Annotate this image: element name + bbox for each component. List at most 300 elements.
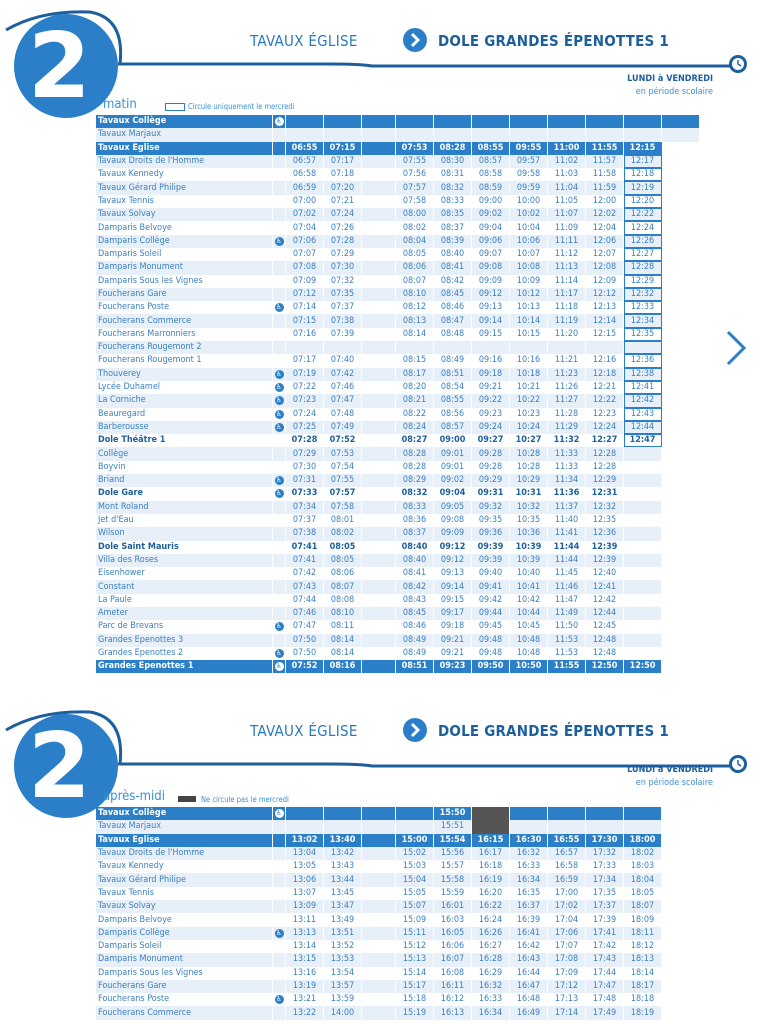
time-cell: 08:31 (434, 168, 472, 181)
time-cell: 18:03 (624, 860, 662, 873)
stop-name: Dole Théâtre 1 (96, 434, 273, 447)
time-cell: 07:02 (286, 208, 324, 221)
time-cell: 09:12 (434, 554, 472, 567)
time-cell: 08:20 (396, 381, 434, 394)
accessibility-cell (273, 567, 286, 580)
time-cell: 07:46 (286, 607, 324, 620)
spacer-cell (362, 195, 396, 208)
stop-name: Tavaux Gérard Philipe (96, 181, 273, 194)
time-cell (586, 128, 624, 141)
time-cell: 11:33 (548, 447, 586, 460)
time-cell: 11:40 (548, 514, 586, 527)
spacer-cell (362, 834, 396, 847)
table-row (96, 1006, 662, 1019)
time-cell: 15:00 (396, 834, 434, 847)
stop-name: Thouverey (96, 368, 273, 381)
time-cell: 18:17 (624, 980, 662, 993)
time-cell: 10:31 (510, 487, 548, 500)
time-cell: 07:40 (324, 354, 362, 367)
time-cell: 10:13 (510, 301, 548, 314)
service-days: LUNDI à VENDREDI (627, 74, 713, 84)
table-row (96, 847, 662, 860)
time-cell: 16:33 (472, 993, 510, 1006)
time-cell: 11:21 (548, 354, 586, 367)
time-cell: 07:38 (286, 527, 324, 540)
time-cell: 14:00 (324, 1006, 362, 1019)
time-cell: 10:16 (510, 354, 548, 367)
table-row (96, 314, 700, 327)
table-row (96, 301, 700, 314)
accessibility-cell (273, 501, 286, 514)
time-cell: 13:43 (324, 860, 362, 873)
table-row (96, 354, 700, 367)
time-cell: 15:11 (396, 927, 434, 940)
stop-name: Foucherans Gare (96, 980, 273, 993)
spacer-cell (362, 860, 396, 873)
table-row (96, 368, 700, 381)
time-cell: 16:27 (472, 940, 510, 953)
time-cell: 16:42 (510, 940, 548, 953)
stop-name: La Corniche (96, 394, 273, 407)
time-cell: 16:47 (510, 980, 548, 993)
time-cell: 12:22 (624, 208, 662, 221)
time-cell: 11:53 (548, 634, 586, 647)
spacer-cell (362, 434, 396, 447)
table-row (96, 195, 700, 208)
accessibility-cell (273, 208, 286, 221)
time-cell: 11:58 (586, 168, 624, 181)
accessibility-cell (273, 128, 286, 141)
stop-name: Foucherans Commerce (96, 1006, 273, 1019)
spacer-cell (362, 913, 396, 926)
time-cell: 10:02 (510, 208, 548, 221)
time-cell: 08:42 (434, 275, 472, 288)
time-cell: 13:02 (286, 834, 324, 847)
service-period: en période scolaire (635, 87, 713, 97)
time-cell: 09:29 (472, 474, 510, 487)
time-cell: 18:02 (624, 847, 662, 860)
time-cell: 09:14 (434, 580, 472, 593)
stop-name: Damparis Monument (96, 261, 273, 274)
time-cell: 12:18 (624, 168, 662, 181)
table-row (96, 115, 700, 128)
time-cell: 08:28 (396, 447, 434, 460)
time-cell: 09:59 (510, 181, 548, 194)
time-cell: 12:50 (586, 660, 624, 673)
time-cell: 17:07 (548, 940, 586, 953)
time-cell: 16:22 (472, 900, 510, 913)
spacer-cell (362, 514, 396, 527)
time-cell (624, 128, 662, 141)
time-cell (286, 807, 324, 820)
time-cell: 07:16 (286, 328, 324, 341)
time-cell: 16:24 (472, 913, 510, 926)
time-cell: 07:50 (286, 634, 324, 647)
chevron-right-icon[interactable] (722, 328, 752, 368)
time-cell: 12:50 (624, 660, 662, 673)
time-cell: 08:06 (396, 261, 434, 274)
time-cell: 07:24 (324, 208, 362, 221)
time-cell: 17:00 (548, 887, 586, 900)
table-row (96, 541, 700, 554)
time-cell: 07:09 (286, 275, 324, 288)
time-cell: 13:52 (324, 940, 362, 953)
time-cell: 08:07 (396, 275, 434, 288)
time-cell: 10:35 (510, 514, 548, 527)
accessibility-cell (273, 248, 286, 261)
time-cell: 18:13 (624, 953, 662, 966)
table-row (96, 128, 700, 141)
time-cell: 12:41 (586, 580, 624, 593)
time-cell: 08:14 (396, 328, 434, 341)
time-cell: 08:58 (472, 168, 510, 181)
time-cell (510, 128, 548, 141)
time-cell: 18:18 (624, 993, 662, 1006)
time-cell: 13:53 (324, 953, 362, 966)
time-cell: 11:29 (548, 421, 586, 434)
time-cell: 07:18 (324, 168, 362, 181)
time-cell: 16:29 (472, 967, 510, 980)
stop-name: Damparis Belvoye (96, 913, 273, 926)
time-cell: 12:42 (624, 394, 662, 407)
stop-name: Tavaux Marjaux (96, 128, 273, 141)
time-cell: 11:36 (548, 487, 586, 500)
time-cell: 07:26 (324, 221, 362, 234)
time-cell (548, 807, 586, 820)
accessibility-cell (273, 620, 286, 633)
time-cell: 09:06 (472, 235, 510, 248)
wheelchair-icon: ♿ (276, 236, 282, 245)
table-row (96, 660, 700, 673)
spacer-cell (362, 620, 396, 633)
time-cell: 17:30 (586, 834, 624, 847)
accessibility-cell (273, 195, 286, 208)
time-cell: 10:22 (510, 394, 548, 407)
spacer-cell (362, 594, 396, 607)
accessibility-cell (273, 860, 286, 873)
stop-name: Damparis Belvoye (96, 221, 273, 234)
stop-name: Damparis Monument (96, 953, 273, 966)
spacer-cell (362, 288, 396, 301)
stop-name: Tavaux Tennis (96, 195, 273, 208)
time-cell: 18:19 (624, 1006, 662, 1019)
time-cell: 17:02 (548, 900, 586, 913)
time-cell: 11:49 (548, 607, 586, 620)
time-cell: 10:41 (510, 580, 548, 593)
time-cell (396, 115, 434, 128)
time-cell: 15:50 (434, 807, 472, 820)
spacer-cell (362, 1006, 396, 1019)
time-cell: 11:34 (548, 474, 586, 487)
time-cell: 12:26 (624, 235, 662, 248)
time-cell: 08:42 (396, 580, 434, 593)
accessibility-cell (273, 647, 286, 660)
time-cell: 12:21 (586, 381, 624, 394)
time-cell: 16:26 (472, 927, 510, 940)
time-cell: 12:44 (586, 607, 624, 620)
time-cell: 09:44 (472, 607, 510, 620)
stop-name: Damparis Collège (96, 235, 273, 248)
table-row (96, 341, 700, 354)
wheelchair-icon: ♿ (276, 369, 282, 378)
time-cell: 08:06 (324, 567, 362, 580)
time-cell: 08:28 (396, 461, 434, 474)
time-cell: 15:02 (396, 847, 434, 860)
time-cell: 12:48 (586, 647, 624, 660)
table-row (96, 873, 662, 886)
time-cell: 10:00 (510, 195, 548, 208)
stop-name: Mont Roland (96, 501, 273, 514)
time-cell: 09:55 (510, 142, 548, 155)
time-cell: 17:44 (586, 967, 624, 980)
spacer-cell (362, 394, 396, 407)
time-cell: 08:10 (324, 607, 362, 620)
afternoon-section (0, 700, 768, 1024)
accessibility-cell (273, 541, 286, 554)
stop-name: Foucherans Rougemont 1 (96, 354, 273, 367)
legend-text-afternoon: Ne circule pas le mercredi (201, 795, 289, 804)
time-cell: 18:11 (624, 927, 662, 940)
time-cell: 07:08 (286, 261, 324, 274)
accessibility-cell (273, 474, 286, 487)
time-cell: 12:41 (624, 381, 662, 394)
time-cell: 07:37 (286, 514, 324, 527)
time-cell: 10:50 (510, 660, 548, 673)
time-cell: 10:15 (510, 328, 548, 341)
time-cell (662, 115, 700, 128)
time-cell: 16:11 (434, 980, 472, 993)
stop-name: Dole Gare (96, 487, 273, 500)
time-cell: 18:00 (624, 834, 662, 847)
accessibility-cell (273, 235, 286, 248)
spacer-cell (362, 248, 396, 261)
time-cell (472, 341, 510, 354)
accessibility-cell (273, 275, 286, 288)
stop-name: Grandes Epenottes 2 (96, 647, 273, 660)
table-row (96, 993, 662, 1006)
time-cell: 08:17 (396, 368, 434, 381)
stop-name: Eisenhower (96, 567, 273, 580)
time-cell: 13:14 (286, 940, 324, 953)
time-cell (586, 807, 624, 820)
time-cell (324, 115, 362, 128)
accessibility-cell (273, 301, 286, 314)
time-cell: 15:14 (396, 967, 434, 980)
time-cell: 09:01 (434, 461, 472, 474)
time-cell (510, 820, 548, 833)
time-cell: 11:14 (548, 275, 586, 288)
time-cell: 17:33 (586, 860, 624, 873)
time-cell: 09:04 (434, 487, 472, 500)
time-cell: 12:35 (624, 328, 662, 341)
wheelchair-icon: ♿ (276, 476, 282, 485)
time-cell (624, 447, 662, 460)
time-cell: 16:57 (548, 847, 586, 860)
time-cell: 15:58 (434, 873, 472, 886)
time-cell: 12:07 (586, 248, 624, 261)
time-cell: 08:02 (324, 527, 362, 540)
time-cell: 17:39 (586, 913, 624, 926)
time-cell: 08:51 (396, 660, 434, 673)
spacer-cell (362, 567, 396, 580)
spacer-cell (362, 155, 396, 168)
accessibility-cell (273, 408, 286, 421)
time-cell: 16:44 (510, 967, 548, 980)
time-cell (434, 128, 472, 141)
table-row (96, 927, 662, 940)
time-cell: 09:17 (434, 607, 472, 620)
accessibility-cell (273, 354, 286, 367)
time-cell: 12:24 (586, 421, 624, 434)
stop-name: Damparis Sous les Vignes (96, 275, 273, 288)
table-row (96, 514, 700, 527)
time-cell: 17:35 (586, 887, 624, 900)
time-cell: 07:14 (286, 301, 324, 314)
stop-name: Collège (96, 447, 273, 460)
time-cell: 12:24 (624, 221, 662, 234)
time-cell: 08:36 (396, 514, 434, 527)
time-cell: 17:49 (586, 1006, 624, 1019)
time-cell: 08:05 (396, 248, 434, 261)
time-cell: 08:01 (324, 514, 362, 527)
time-cell: 09:35 (472, 514, 510, 527)
accessibility-cell (273, 580, 286, 593)
time-cell: 10:04 (510, 221, 548, 234)
spacer-cell (362, 221, 396, 234)
time-cell: 12:04 (586, 221, 624, 234)
time-cell (434, 115, 472, 128)
time-cell: 12:28 (624, 261, 662, 274)
time-cell: 13:44 (324, 873, 362, 886)
stop-name: Foucherans Poste (96, 993, 273, 1006)
table-row (96, 820, 662, 833)
time-cell (624, 820, 662, 833)
time-cell: 16:01 (434, 900, 472, 913)
direction-arrow-icon (403, 28, 427, 52)
time-cell: 11:45 (548, 567, 586, 580)
time-cell (396, 341, 434, 354)
time-cell (624, 567, 662, 580)
time-cell: 07:17 (286, 354, 324, 367)
time-cell: 10:27 (510, 434, 548, 447)
accessibility-cell (273, 115, 286, 128)
time-cell: 12:45 (586, 620, 624, 633)
accessibility-cell (273, 993, 286, 1006)
time-cell: 08:39 (434, 235, 472, 248)
time-cell: 09:22 (472, 394, 510, 407)
time-cell: 16:35 (510, 887, 548, 900)
time-cell: 09:41 (472, 580, 510, 593)
time-cell: 10:39 (510, 554, 548, 567)
time-cell: 12:39 (586, 541, 624, 554)
time-cell: 11:44 (548, 541, 586, 554)
time-cell: 12:47 (624, 434, 662, 447)
time-cell: 09:14 (472, 314, 510, 327)
stop-name: Damparis Sous les Vignes (96, 967, 273, 980)
time-cell: 09:27 (472, 434, 510, 447)
time-cell: 16:43 (510, 953, 548, 966)
time-cell (624, 541, 662, 554)
time-cell: 18:04 (624, 873, 662, 886)
time-cell: 09:31 (472, 487, 510, 500)
time-cell: 07:29 (286, 447, 324, 460)
time-cell: 09:12 (434, 541, 472, 554)
accessibility-cell (273, 594, 286, 607)
time-cell: 12:16 (586, 354, 624, 367)
wheelchair-icon: ♿ (276, 409, 282, 418)
spacer-cell (362, 634, 396, 647)
time-cell: 08:04 (396, 235, 434, 248)
accessibility-cell (273, 421, 286, 434)
time-cell: 07:53 (324, 447, 362, 460)
time-cell: 07:35 (324, 288, 362, 301)
time-cell (472, 128, 510, 141)
time-cell: 08:55 (434, 394, 472, 407)
time-cell: 12:28 (586, 461, 624, 474)
stop-name: Tavaux Tennis (96, 887, 273, 900)
time-cell: 16:34 (472, 1006, 510, 1019)
time-cell: 08:13 (396, 314, 434, 327)
time-cell: 10:12 (510, 288, 548, 301)
time-cell: 12:17 (624, 155, 662, 168)
spacer-cell (362, 354, 396, 367)
time-cell: 12:02 (586, 208, 624, 221)
accessibility-cell (273, 634, 286, 647)
destination-stop: DOLE GRANDES ÉPENOTTES 1 (438, 722, 669, 740)
time-cell: 10:45 (510, 620, 548, 633)
table-row (96, 155, 700, 168)
time-cell: 11:20 (548, 328, 586, 341)
time-cell: 15:05 (396, 887, 434, 900)
spacer-cell (362, 967, 396, 980)
accessibility-cell (273, 368, 286, 381)
time-cell (586, 341, 624, 354)
time-cell: 18:14 (624, 967, 662, 980)
stop-name: Tavaux Collège (96, 115, 273, 128)
table-row (96, 248, 700, 261)
time-cell: 11:57 (586, 155, 624, 168)
spacer-cell (362, 368, 396, 381)
time-cell: 07:38 (324, 314, 362, 327)
time-cell: 09:05 (434, 501, 472, 514)
time-cell: 09:13 (434, 567, 472, 580)
time-cell: 16:07 (434, 953, 472, 966)
stop-name: Villa des Roses (96, 554, 273, 567)
wheelchair-icon: ♿ (276, 383, 282, 392)
table-row (96, 181, 700, 194)
spacer-cell (362, 142, 396, 155)
time-cell: 15:59 (434, 887, 472, 900)
time-cell: 18:12 (624, 940, 662, 953)
stop-name: Damparis Soleil (96, 940, 273, 953)
time-cell: 13:47 (324, 900, 362, 913)
time-cell: 11:46 (548, 580, 586, 593)
stop-name: Damparis Soleil (96, 248, 273, 261)
time-cell (624, 527, 662, 540)
time-cell: 09:02 (472, 208, 510, 221)
accessibility-cell (273, 381, 286, 394)
accessibility-cell (273, 554, 286, 567)
stop-name: Parc de Brevans (96, 620, 273, 633)
stop-name: Foucherans Commerce (96, 314, 273, 327)
time-cell: 09:42 (472, 594, 510, 607)
spacer-cell (362, 447, 396, 460)
time-cell: 13:49 (324, 913, 362, 926)
stop-name: Tavaux Solvay (96, 208, 273, 221)
time-cell: 07:33 (286, 487, 324, 500)
stop-name: Grandes Epenottes 1 (96, 660, 273, 673)
accessibility-cell (273, 913, 286, 926)
